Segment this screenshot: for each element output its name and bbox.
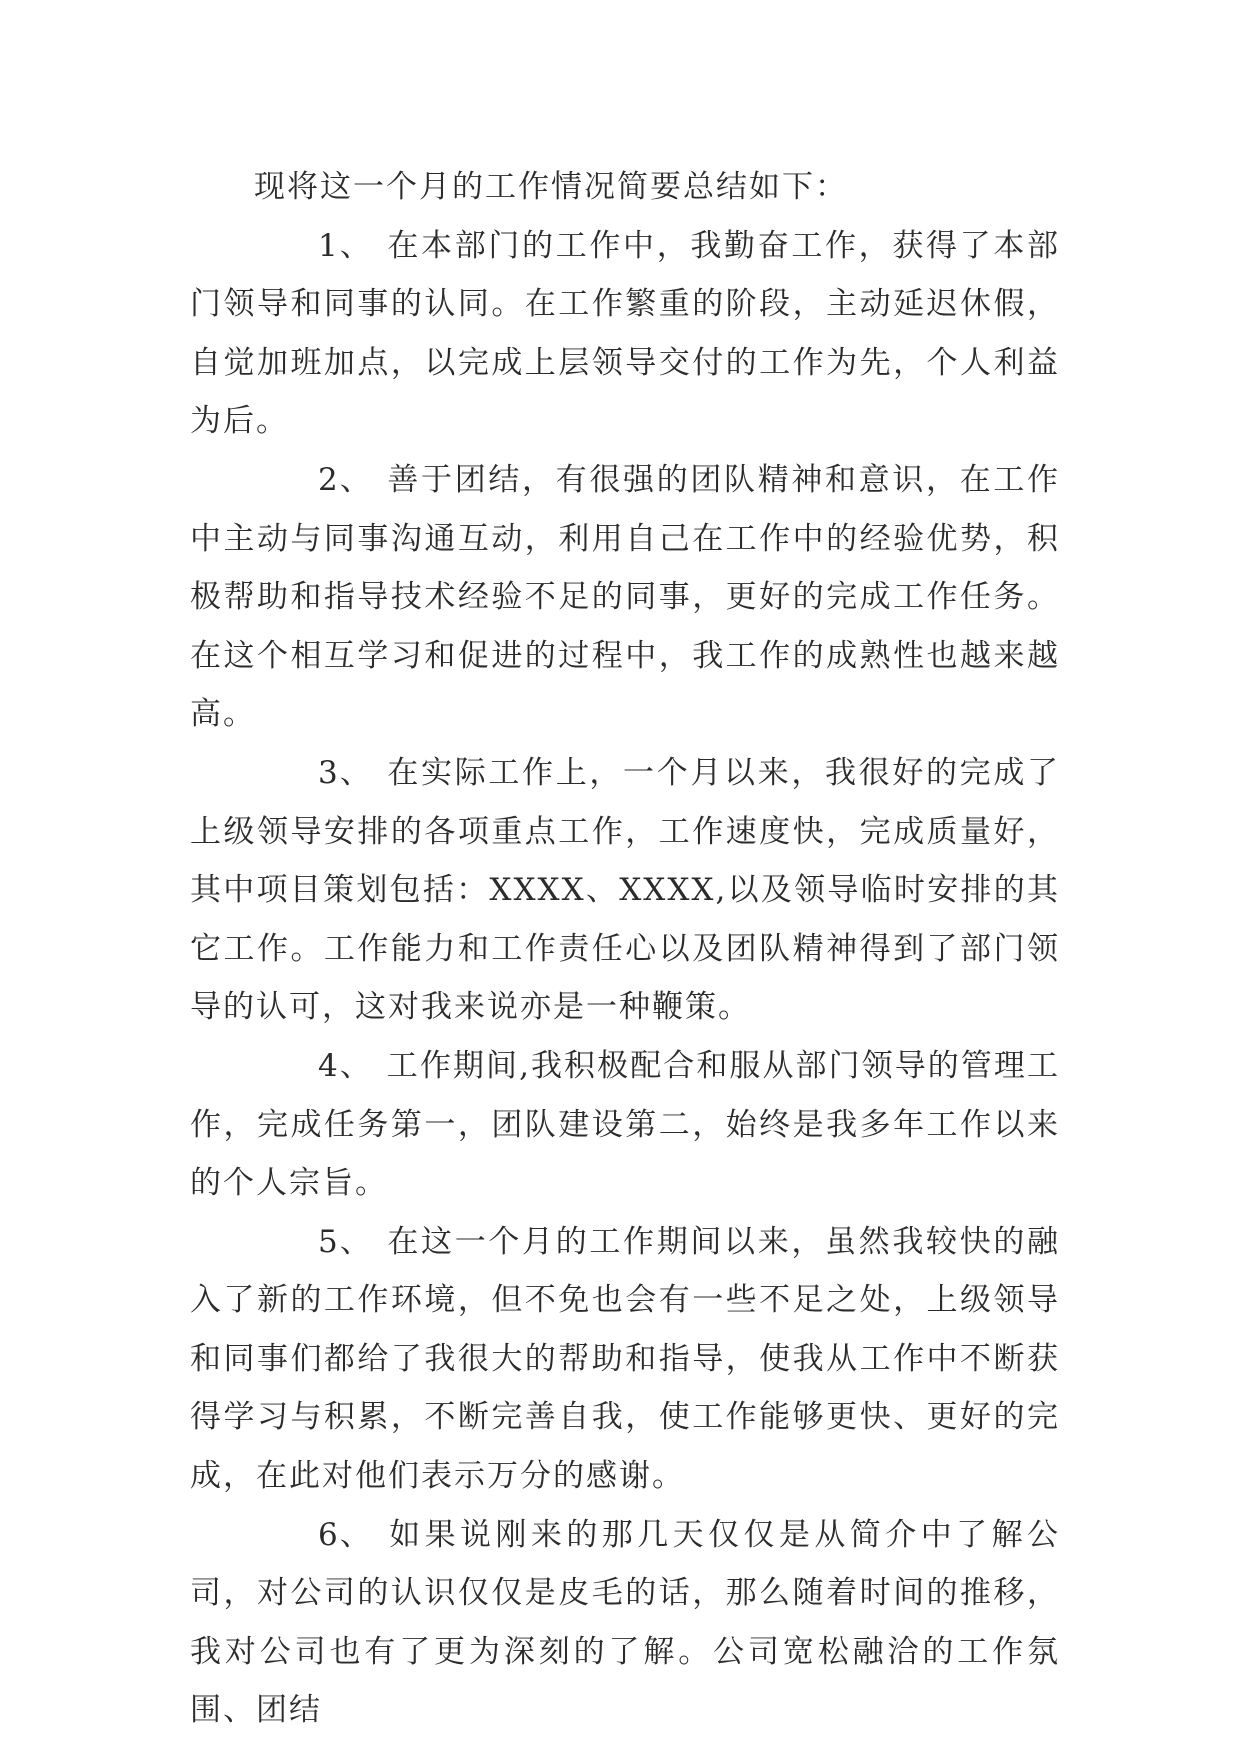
item-number: 6、	[318, 1516, 373, 1553]
list-item-1	[190, 217, 1060, 451]
item-number: 4、	[318, 1047, 373, 1084]
item-text: 善于团结，有很强的团队精神和意识，在工作中主动与同事沟通互动，利用自己在工作中的经验优势，积极帮助和指导技术经验不足的同事，更好的完成工作任务。在这个相互学习和促进的过程中，我工作的成熟性也越来越高。	[190, 461, 1060, 733]
item-text: 如果说刚来的那几天仅仅是从简介中了解公司，对公司的认识仅仅是皮毛的话，那么随着时间的推移，我对公司也有了更为深刻的了解。公司宽松融洽的工作氛围、团结	[190, 1516, 1060, 1729]
list-item-2	[190, 451, 1060, 744]
item-text: 在这一个月的工作期间以来，虽然我较快的融入了新的工作环境，但不免也会有一些不足之处，上级领导和同事们都给了我很大的帮助和指导，使我从工作中不断获得学习与积累，不断完善自我，使工作能够更快、更好的完成，在此对他们表示万分的感谢。	[190, 1223, 1060, 1495]
document-body	[190, 158, 1060, 1740]
list-item-4	[190, 1037, 1060, 1213]
item-text: 在实际工作上，一个月以来，我很好的完成了上级领导安排的各项重点工作，工作速度快，完成质量好，其中项目策划包括：XXXX、XXXX,以及领导临时安排的其它工作。工作能力和工作责任心以及团队精神得到了部门领导的认可，这对我来说亦是一种鞭策。	[190, 754, 1060, 1026]
item-number: 2、	[318, 461, 373, 498]
list-item-6	[190, 1506, 1060, 1740]
item-number: 3、	[318, 754, 373, 791]
item-text: 在本部门的工作中，我勤奋工作，获得了本部门领导和同事的认同。在工作繁重的阶段，主动延迟休假，自觉加班加点，以完成上层领导交付的工作为先，个人利益为后。	[190, 227, 1060, 440]
list-item-5	[190, 1213, 1060, 1506]
item-text: 工作期间,我积极配合和服从部门领导的管理工作，完成任务第一，团队建设第二，始终是我多年工作以来的个人宗旨。	[190, 1047, 1060, 1202]
item-number: 5、	[318, 1223, 373, 1260]
intro-paragraph: 现将这一个月的工作情况简要总结如下：	[254, 169, 848, 205]
list-item-3	[190, 744, 1060, 1037]
item-number: 1、	[318, 227, 373, 264]
